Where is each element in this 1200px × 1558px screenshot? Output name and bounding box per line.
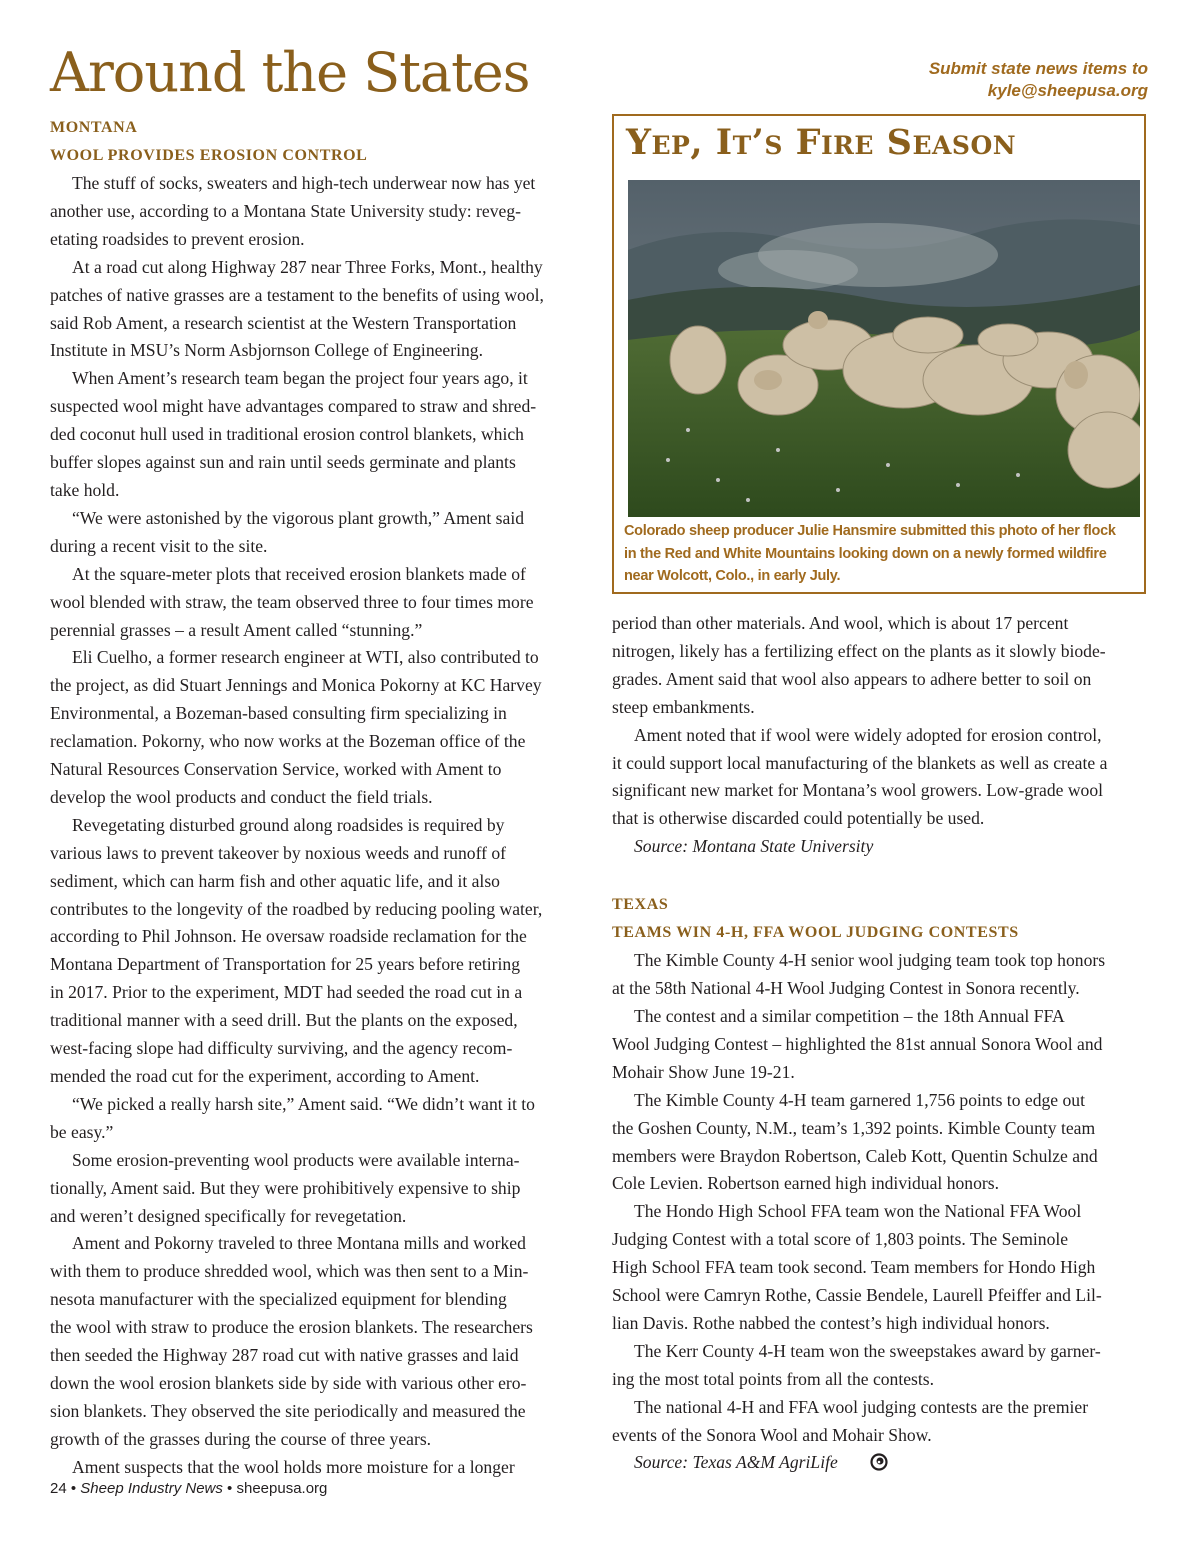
sheep-logo-icon	[848, 1452, 888, 1480]
text-line: reclamation. Pokorny, who now works at the Bozeman office of the	[50, 731, 526, 752]
text-line: Eli Cuelho, a former research engineer at WTI, also contributed to	[72, 647, 539, 668]
text-line: grades. Ament said that wool also appears to adhere better to soil on	[612, 668, 1092, 689]
text-line: buffer slopes against sun and rain until seeds germinate and plants	[50, 452, 516, 473]
text-line: then seeded the Highway 287 road cut with native grasses and laid	[50, 1345, 519, 1366]
text-line: High School FFA team took second. Team members for Hondo High	[612, 1257, 1096, 1278]
text-line: suspected wool might have advantages compared to straw and shred-	[50, 396, 537, 417]
text-line: in 2017. Prior to the experiment, MDT had seeded the road cut in a	[50, 982, 523, 1003]
text-line: according to Phil Johnson. He oversaw roadside reclamation for the	[50, 926, 527, 947]
text-line: mended the road cut for the experiment, according to Ament.	[50, 1066, 480, 1086]
text-line: steep embankments.	[612, 696, 755, 717]
text-line: perennial grasses – a result Ament called “stunning.”	[50, 619, 423, 640]
source-texas	[612, 1449, 1157, 1480]
text-line: The Kimble County 4-H senior wool judging team took top honors	[634, 950, 1106, 971]
footer-separator: •	[70, 1480, 77, 1497]
submit-line: Submit state news items to	[928, 59, 1148, 78]
text-line: The Kimble County 4-H team garnered 1,756 points to edge out	[634, 1089, 1085, 1110]
fire-season-sidebar	[612, 114, 1146, 594]
text-line: down the wool erosion blankets side by side with various other ero-	[50, 1372, 527, 1393]
sidebar-title: Yep, It’s Fire Season	[626, 122, 1017, 163]
text-line: it could support local manufacturing of the blankets as well as create a	[612, 752, 1108, 773]
text-line: the project, as did Stuart Jennings and Monica Pokorny at KC Harvey	[50, 675, 542, 696]
montana-continued	[612, 610, 1157, 833]
text-line: sediment, which can harm fish and other aquatic life, and it also	[50, 870, 500, 891]
text-line: Ament noted that if wool were widely adopted for erosion control,	[634, 724, 1102, 745]
text-line: take hold.	[50, 479, 120, 500]
headline-montana: WOOL PROVIDES EROSION CONTROL	[50, 147, 368, 164]
text-line: “We were astonished by the vigorous plant growth,” Ament said	[72, 507, 525, 528]
text-line: wool blended with straw, the team observed three to four times more	[50, 591, 534, 612]
text-line: the Goshen County, N.M., team’s 1,392 points. Kimble County team	[612, 1117, 1096, 1138]
text-line: At the square-meter plots that received erosion blankets made of	[72, 563, 526, 584]
text-line: Revegetating disturbed ground along roadsides is required by	[72, 814, 505, 835]
text-line: and weren’t designed specifically for revegetation.	[50, 1205, 407, 1226]
state-heading-texas: TEXAS	[612, 896, 669, 914]
text-line: significant new market for Montana’s wool growers. Low-grade wool	[612, 780, 1104, 801]
website: sheepusa.org	[236, 1480, 328, 1497]
footer-separator: •	[227, 1480, 233, 1497]
text-line: during a recent visit to the site.	[50, 535, 268, 556]
text-line: contributes to the longevity of the roadbed by reducing pooling water,	[50, 898, 543, 919]
text-line: At a road cut along Highway 287 near Three Forks, Mont., healthy	[72, 256, 543, 277]
text-line: members were Braydon Robertson, Caleb Kott, Quentin Schulze and	[612, 1145, 1098, 1166]
sheep-flock-photo	[628, 180, 1140, 517]
text-line: School were Camryn Rothe, Cassie Bendele, Laurell Pfeiffer and Lil-	[612, 1285, 1102, 1306]
text-line: ded coconut hull used in traditional erosion control blankets, which	[50, 424, 524, 445]
text-line: Institute in MSU’s Norm Asbjornson College of Engineering.	[50, 340, 483, 361]
right-column	[612, 610, 1157, 1480]
text-line: etating roadsides to prevent erosion.	[50, 228, 305, 249]
text-line: the wool with straw to produce the erosion blankets. The researchers	[50, 1317, 533, 1338]
text-line: When Ament’s research team began the project four years ago, it	[72, 368, 528, 389]
text-line: Cole Levien. Robertson earned high individual honors.	[612, 1173, 999, 1194]
caption-line: near Wolcott, Colo., in early July.	[624, 568, 841, 584]
submit-email: kyle@sheepusa.org	[987, 81, 1148, 100]
text-line: west-facing slope had difficulty surviving, and the agency recom-	[50, 1038, 513, 1059]
text-line: The national 4-H and FFA wool judging contests are the premier	[634, 1396, 1089, 1417]
text-line: Ament and Pokorny traveled to three Montana mills and worked	[72, 1233, 526, 1254]
text-line: another use, according to a Montana State University study: reveg-	[50, 200, 521, 221]
text-line: period than other materials. And wool, which is about 17 percent	[612, 613, 1069, 633]
text-line: traditional manner with a seed drill. But the plants on the exposed,	[50, 1010, 518, 1031]
text-line: Environmental, a Bozeman-based consulting firm specializing in	[50, 703, 507, 724]
text-line: that is otherwise discarded could potentially be used.	[612, 808, 985, 829]
text-line: develop the wool products and conduct the field trials.	[50, 786, 433, 807]
text-line: Some erosion-preventing wool products were available interna-	[72, 1149, 520, 1170]
text-line: Natural Resources Conservation Service, worked with Ament to	[50, 759, 502, 780]
page-number: 24	[50, 1480, 67, 1497]
text-line: growth of the grasses during the course of three years.	[50, 1428, 432, 1449]
text-line: tionally, Ament said. But they were prohibitively expensive to ship	[50, 1177, 521, 1198]
montana-body	[50, 170, 590, 1482]
page-title: Around the States	[50, 41, 530, 104]
text-line: The Hondo High School FFA team won the National FFA Wool	[634, 1201, 1082, 1222]
text-line: with them to produce shredded wool, which was then sent to a Min-	[50, 1261, 529, 1282]
text-line: ing the most total points from all the contests.	[612, 1368, 935, 1389]
source-montana: Source: Montana State University	[634, 836, 874, 857]
text-line: “We picked a really harsh site,” Ament said. “We didn’t want it to	[72, 1093, 535, 1114]
montana-article	[50, 114, 590, 1482]
text-line: Wool Judging Contest – highlighted the 81st annual Sonora Wool and	[612, 1033, 1103, 1054]
photo-caption	[624, 520, 1140, 588]
page-footer	[50, 1480, 327, 1497]
text-line: Montana Department of Transportation for 25 years before retiring	[50, 954, 521, 975]
text-line: Judging Contest with a total score of 1,803 points. The Seminole	[612, 1229, 1069, 1250]
photo-illustration	[628, 180, 1140, 517]
publication-name: Sheep Industry News	[80, 1480, 223, 1497]
headline-texas: TEAMS WIN 4-H, FFA WOOL JUDGING CONTESTS	[612, 924, 1019, 942]
submit-note	[929, 58, 1148, 102]
text-line: be easy.”	[50, 1121, 114, 1142]
source-texas-text: Source: Texas A&M AgriLife	[634, 1452, 838, 1473]
text-line: Ament suspects that the wool holds more moisture for a longer	[72, 1456, 515, 1477]
text-line: nesota manufacturer with the specialized equipment for blending	[50, 1289, 507, 1310]
caption-line: in the Red and White Mountains looking down on a newly formed wildfire	[624, 545, 1107, 562]
text-line: said Rob Ament, a research scientist at the Western Transportation	[50, 312, 517, 333]
text-line: events of the Sonora Wool and Mohair Show.	[612, 1424, 932, 1445]
text-line: The stuff of socks, sweaters and high-tech underwear now has yet	[72, 173, 536, 193]
text-line: The Kerr County 4-H team won the sweepstakes award by garner-	[634, 1340, 1101, 1361]
caption-line: Colorado sheep producer Julie Hansmire submitted this photo of her flock	[624, 523, 1116, 539]
text-line: Mohair Show June 19-21.	[612, 1061, 795, 1082]
text-line: patches of native grasses are a testament to the benefits of using wool,	[50, 284, 544, 305]
text-line: lian Davis. Rothe nabbed the contest’s high individual honors.	[612, 1312, 1050, 1333]
text-line: nitrogen, likely has a fertilizing effect on the plants as it slowly biode-	[612, 640, 1106, 661]
texas-body	[612, 947, 1157, 1449]
text-line: at the 58th National 4-H Wool Judging Contest in Sonora recently.	[612, 978, 1080, 999]
text-line: The contest and a similar competition – the 18th Annual FFA	[634, 1005, 1065, 1026]
state-heading-montana: MONTANA	[50, 119, 138, 136]
text-line: sion blankets. They observed the site periodically and measured the	[50, 1400, 526, 1421]
text-line: various laws to prevent takeover by noxious weeds and runoff of	[50, 842, 507, 863]
